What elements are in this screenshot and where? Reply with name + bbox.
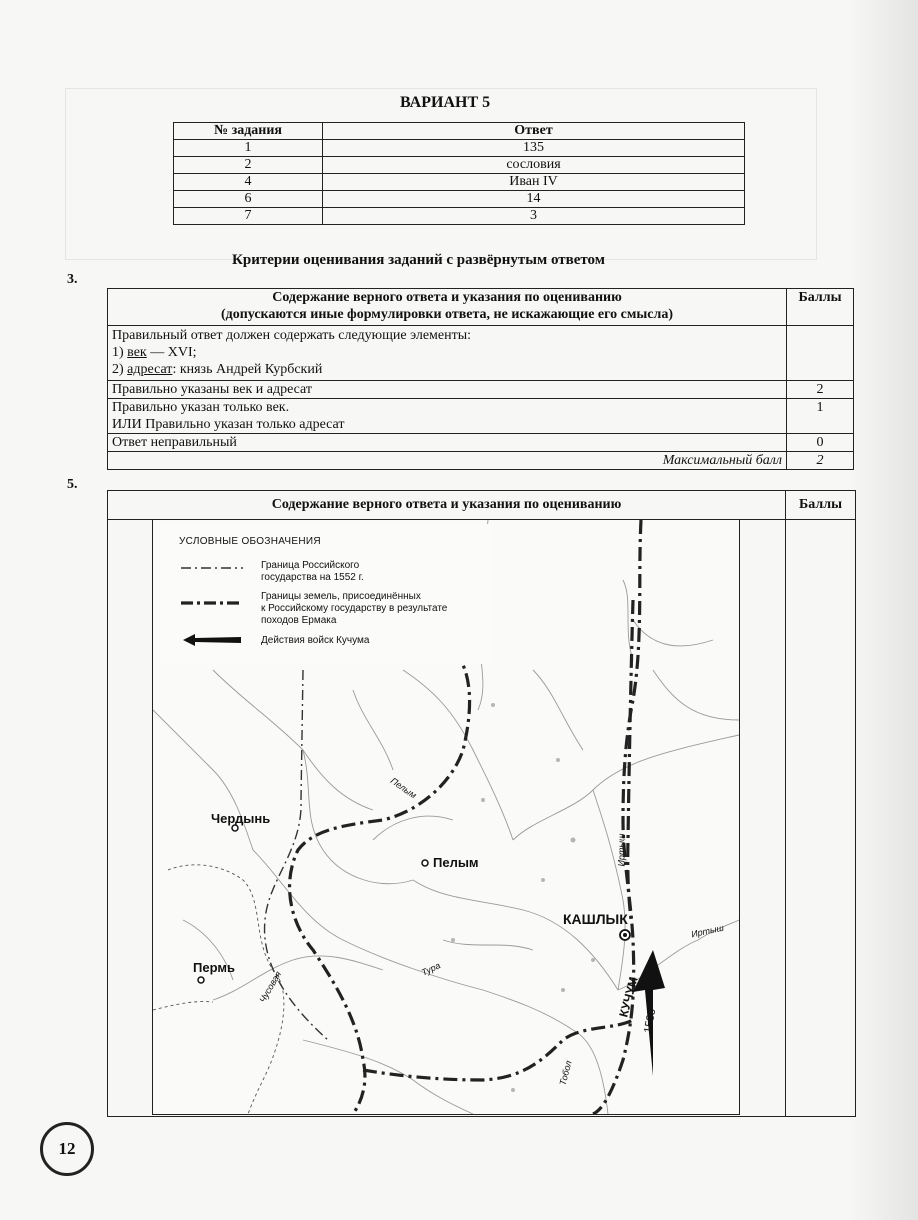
- answers-table: [173, 122, 745, 225]
- river-chusovaya: Чусовая: [257, 969, 284, 1005]
- criterion-points: 1: [787, 399, 854, 434]
- page-edge-shadow: [848, 0, 918, 1220]
- criterion-points: 2: [787, 381, 854, 399]
- legend-line: государства на 1552 г.: [261, 572, 364, 583]
- element-2-text: : князь Андрей Курбский: [172, 362, 323, 377]
- task-number-header: № задания: [174, 123, 323, 140]
- table-row: [174, 208, 745, 225]
- historical-map: [152, 519, 740, 1115]
- ermak-border-west: [290, 650, 470, 1114]
- element-1-prefix: 1): [112, 345, 128, 360]
- criteria-title: Критерии оценивания заданий с развёрнутым ответом: [232, 252, 605, 268]
- points-header: Баллы: [787, 289, 854, 326]
- river-irtysh-east: Иртыш: [690, 922, 725, 940]
- answer-elements: [108, 326, 787, 381]
- table-row: [174, 191, 745, 208]
- elements-intro-text: Правильный ответ должен содержать следующие элементы:: [112, 328, 472, 343]
- task-number: 1: [174, 140, 323, 157]
- criteria-header: [108, 289, 787, 326]
- table-row: [174, 140, 745, 157]
- page-number: 12: [40, 1122, 94, 1176]
- city-cherdyn: Чердынь: [211, 811, 271, 826]
- element-2: [112, 361, 782, 378]
- criterion-text: Правильно указаны век и адресат: [108, 381, 787, 399]
- element-1-text: — XVI;: [146, 345, 197, 360]
- map-legend: [161, 524, 491, 664]
- max-score-label: Максимальный балл: [108, 452, 787, 470]
- kuchum-label: КУЧУМ: [616, 975, 641, 1019]
- criterion-text: Ответ неправильный: [108, 434, 787, 452]
- kashlyk-marker-center: [623, 933, 627, 937]
- criteria-header-row: [108, 289, 854, 326]
- answers-header-row: [174, 123, 745, 140]
- criteria-elements-row: [108, 326, 854, 381]
- pelym-marker: [422, 860, 428, 866]
- question-3-number: 3.: [67, 272, 78, 287]
- ermak-border-irtysh: [628, 600, 633, 920]
- criterion-points: 0: [787, 434, 854, 452]
- element-1: [112, 344, 782, 361]
- answer-value: сословия: [323, 157, 745, 174]
- criterion-line: ИЛИ Правильно указан только адресат: [112, 417, 345, 432]
- river-tura: Тура: [419, 960, 442, 978]
- criteria-header-note: (допускаются иные формулировки ответа, не искажающие его смысла): [220, 307, 674, 322]
- legend-1552-text: [261, 560, 364, 584]
- table-row: [108, 434, 854, 452]
- criteria-header-line: Содержание верного ответа и указания по оцениванию: [272, 290, 622, 305]
- criterion-text: [108, 399, 787, 434]
- question-3-criteria-table: [107, 288, 854, 470]
- task-number: 2: [174, 157, 323, 174]
- task-number: 4: [174, 174, 323, 191]
- city-perm: Пермь: [193, 960, 235, 975]
- legend-line: Границы земель, присоединённых: [261, 591, 421, 602]
- legend-kuchum-arrow: [183, 634, 241, 646]
- table-row: [174, 157, 745, 174]
- points-header: Баллы: [786, 491, 855, 520]
- legend-title: УСЛОВНЫЕ ОБОЗНАЧЕНИЯ: [179, 536, 321, 547]
- legend-line: Граница Российского: [261, 560, 360, 571]
- element-2-keyword: адресат: [127, 362, 173, 377]
- answer-header: Ответ: [323, 123, 745, 140]
- legend-line: к Российскому государству в результате: [261, 603, 448, 614]
- city-pelym: Пелым: [433, 855, 479, 870]
- kuchum-year: 1585: [642, 1007, 659, 1035]
- river-tobol: Тобол: [557, 1059, 574, 1087]
- points-cell-empty: [787, 326, 854, 381]
- table-row: [108, 399, 854, 434]
- max-score-row: [108, 452, 854, 470]
- legend-ermak-text: [261, 591, 447, 627]
- ermak-border-south: [363, 1020, 633, 1080]
- max-score-value: 2: [787, 452, 854, 470]
- column-divider: [785, 519, 786, 1116]
- answer-value: 14: [323, 191, 745, 208]
- answer-value: Иван IV: [323, 174, 745, 191]
- question-5-number: 5.: [67, 477, 78, 492]
- variant-title: ВАРИАНТ 5: [400, 94, 491, 111]
- river-pelym: Пелым: [388, 775, 419, 801]
- river-irtysh-north: Иртыш: [616, 833, 627, 867]
- elements-intro: [112, 327, 782, 344]
- element-1-keyword: век: [127, 345, 147, 360]
- table-row: [174, 174, 745, 191]
- table-row: [108, 381, 854, 399]
- element-2-prefix: 2): [112, 362, 128, 377]
- task-number: 7: [174, 208, 323, 225]
- criteria-header: Содержание верного ответа и указания по оцениванию: [108, 491, 786, 520]
- legend-line: походов Ермака: [261, 615, 337, 626]
- city-kashlyk: КАШЛЫК: [563, 911, 628, 927]
- answer-value: 135: [323, 140, 745, 157]
- task-number: 6: [174, 191, 323, 208]
- criterion-line: Правильно указан только век.: [112, 400, 290, 415]
- perm-marker: [198, 977, 204, 983]
- legend-kuchum-text: Действия войск Кучума: [261, 635, 370, 646]
- answer-value: 3: [323, 208, 745, 225]
